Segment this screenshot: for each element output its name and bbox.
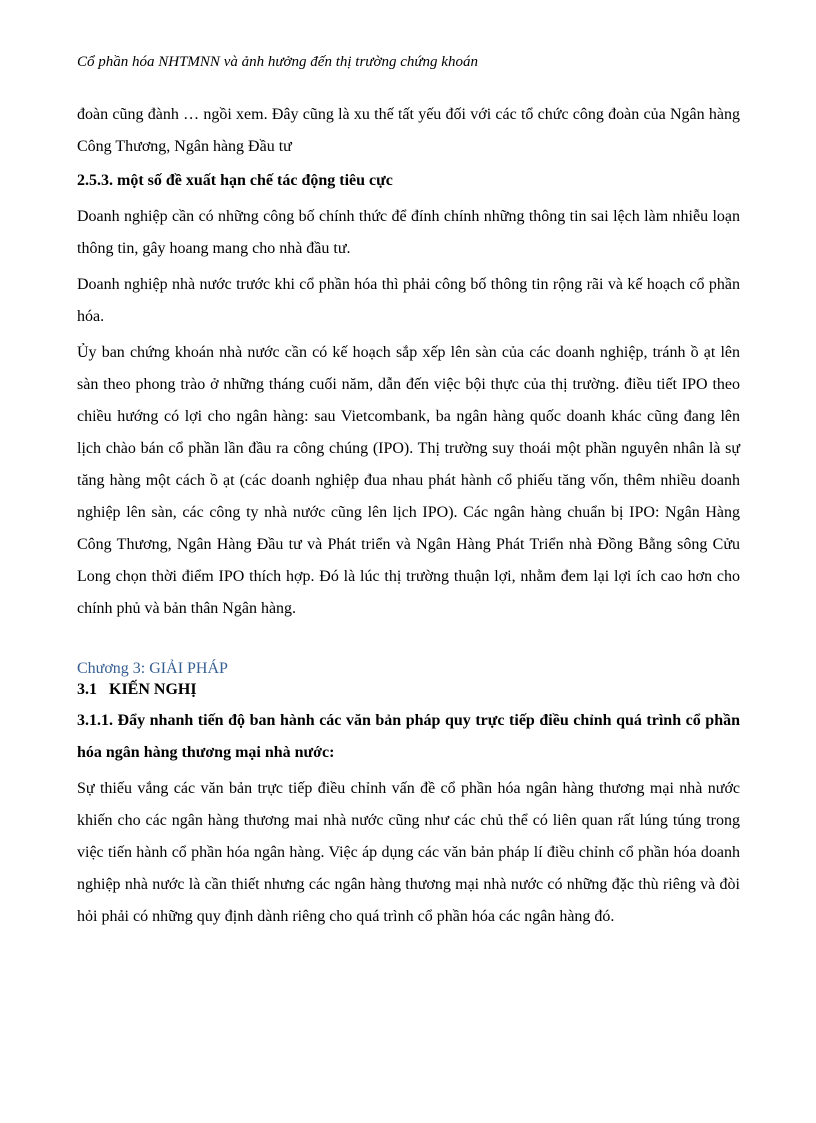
- paragraph-ipo-regulation: Ủy ban chứng khoán nhà nước cần có kế hoạch sắp xếp lên sàn của các doanh nghiệp, tránh ồ ạt lên sàn theo phong trào ở những tháng cuối năm, dẫn đến việc bội thực của thị trường. điều tiết IPO theo chiều hướng có lợi cho ngân hàng: sau Vietcombank, ba ngân hàng quốc doanh khác cũng đang lên lịch chào bán cổ phần lần đầu ra công chúng (IPO). Thị trường suy thoái một phần nguyên nhân là sự tăng hàng một cách ồ ạt (các doanh nghiệp đua nhau phát hành cổ phiếu tăng vốn, thêm nhiều doanh nghiệp lên sàn, các công ty nhà nước cũng lên lịch IPO). Các ngân hàng chuẩn bị IPO: Ngân Hàng Công Thương, Ngân Hàng Đầu tư và Phát triển và Ngân Hàng Phát Triển nhà Đồng Bằng sông Cửu Long chọn thời điểm IPO thích hợp. Đó là lúc thị trường thuận lợi, nhằm đem lại lợi ích cao hơn cho chính phủ và bản thân Ngân hàng.: [77, 344, 740, 617]
- section-heading-3-1: 3.1 KIẾN NGHỊ: [77, 681, 197, 698]
- running-header: Cổ phần hóa NHTMNN và ảnh hưởng đến thị trường chứng khoán: [77, 54, 478, 70]
- paragraph-official-disclosure: Doanh nghiệp cần có những công bố chính thức để đính chính những thông tin sai lệch làm nhiễu loạn thông tin, gây hoang mang cho nhà đầu tư.: [77, 208, 740, 257]
- section-heading-3-1-1: 3.1.1. Đẩy nhanh tiến độ ban hành các văn bản pháp quy trực tiếp điều chỉnh quá trình cổ phần hóa ngân hàng thương mại nhà nước:: [77, 712, 740, 761]
- document-body: [77, 99, 740, 933]
- paragraph-legal-documents: Sự thiếu vắng các văn bản trực tiếp điều chỉnh vấn đề cổ phần hóa ngân hàng thương mại nhà nước khiến cho các ngân hàng thương mai nhà nước cũng như các chủ thể có liên quan rất lúng túng trong việc tiến hành cổ phần hóa ngân hàng. Việc áp dụng các văn bản pháp lí điều chỉnh cổ phần hóa doanh nghiệp nhà nước là cần thiết nhưng các ngân hàng thương mại nhà nước có những đặc thù riêng và đòi hỏi phải có những quy định dành riêng cho quá trình cổ phần hóa các ngân hàng đó.: [77, 780, 740, 925]
- paragraph-soe-disclosure: Doanh nghiệp nhà nước trước khi cổ phần hóa thì phải công bố thông tin rộng rãi và kế hoạch cổ phần hóa.: [77, 276, 740, 325]
- section-heading-2-5-3: 2.5.3. một số đề xuất hạn chế tác động tiêu cực: [77, 172, 393, 189]
- chapter-heading: Chương 3: GIẢI PHÁP: [77, 660, 228, 677]
- paragraph-continuation: đoàn cũng đành … ngồi xem. Đây cũng là xu thế tất yếu đối với các tổ chức công đoàn của Ngân hàng Công Thương, Ngân hàng Đầu tư: [77, 106, 740, 155]
